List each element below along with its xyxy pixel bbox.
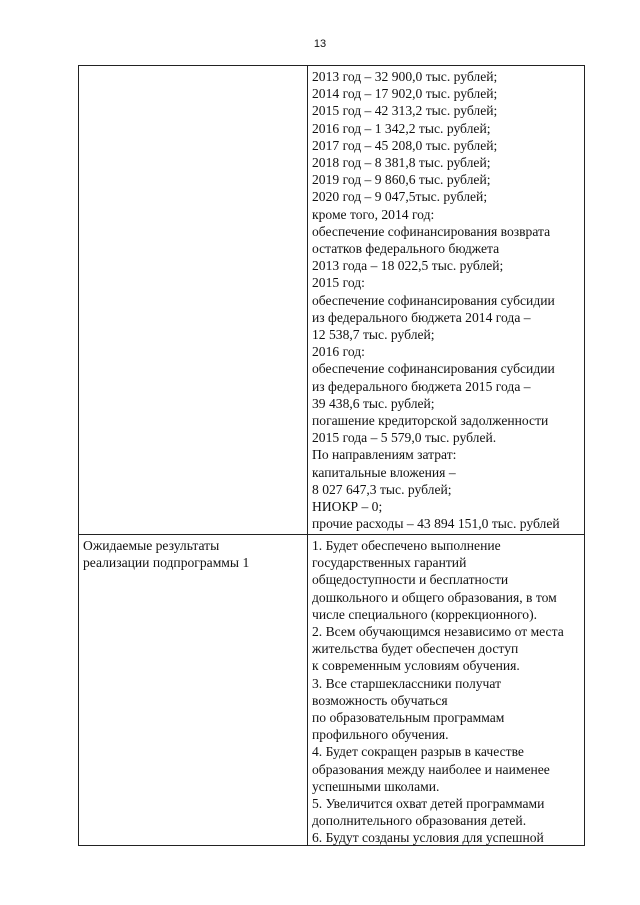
funding-line: 2015 год: <box>312 275 365 291</box>
funding-line: 39 438,6 тыс. рублей; <box>312 395 435 411</box>
result-line: 1. Будет обеспечено выполнение <box>312 538 501 553</box>
result-line: к современным условиям обучения. <box>312 658 520 674</box>
funding-line: 2015 год – 42 313,2 тыс. рублей; <box>312 103 498 119</box>
result-line: 5. Увеличится охват детей программами <box>312 796 545 812</box>
funding-line: капитальные вложения – <box>312 464 456 480</box>
results-cell <box>312 537 584 847</box>
row-divider <box>79 534 584 535</box>
funding-line: 8 027 647,3 тыс. рублей; <box>312 481 452 497</box>
funding-line: обеспечение софинансирования субсидии <box>312 361 555 377</box>
funding-line: из федерального бюджета 2014 года – <box>312 309 531 325</box>
result-line: дошкольного и общего образования, в том <box>312 589 557 605</box>
funding-line: прочие расходы – 43 894 151,0 тыс. рублей <box>312 516 560 532</box>
funding-line: 2016 год: <box>312 344 365 360</box>
column-divider <box>307 66 308 845</box>
result-line: профильного обучения. <box>312 727 449 743</box>
funding-line: По направлениям затрат: <box>312 447 457 463</box>
funding-line: 2013 год – 32 900,0 тыс. рублей; <box>312 69 498 84</box>
result-line: дополнительного образования детей. <box>312 813 527 829</box>
funding-line: обеспечение софинансирования субсидии <box>312 292 555 308</box>
funding-line: погашение кредиторской задолженности <box>312 413 549 429</box>
results-label-line: Ожидаемые результаты <box>83 538 220 553</box>
result-line: числе специального (коррекционного). <box>312 606 538 622</box>
funding-line: 2020 год – 9 047,5тыс. рублей; <box>312 189 488 205</box>
results-label-line: реализации подпрограммы 1 <box>83 555 250 571</box>
result-line: общедоступности и бесплатности <box>312 572 509 588</box>
funding-line: 2014 год – 17 902,0 тыс. рублей; <box>312 86 498 102</box>
result-line: успешными школами. <box>312 778 440 794</box>
result-line: 3. Все старшеклассники получат <box>312 675 502 691</box>
result-line: возможность обучаться <box>312 692 448 708</box>
result-line: образования между наиболее и наименее <box>312 761 550 777</box>
funding-line: 2013 года – 18 022,5 тыс. рублей; <box>312 258 504 274</box>
funding-line: обеспечение софинансирования возврата <box>312 223 551 239</box>
page-number: 13 <box>313 38 327 50</box>
funding-line: кроме того, 2014 год: <box>312 206 435 222</box>
result-line: 2. Всем обучающимся независимо от места <box>312 624 564 640</box>
funding-line: остатков федерального бюджета <box>312 241 500 257</box>
funding-line: 2016 год – 1 342,2 тыс. рублей; <box>312 120 491 136</box>
result-line: по образовательным программам <box>312 710 505 726</box>
program-table <box>78 65 585 846</box>
funding-line: 2019 год – 9 860,6 тыс. рублей; <box>312 172 491 188</box>
funding-line: 2015 года – 5 579,0 тыс. рублей. <box>312 430 497 446</box>
result-line: государственных гарантий <box>312 555 467 571</box>
funding-line: из федерального бюджета 2015 года – <box>312 378 531 394</box>
result-line: жительства будет обеспечен доступ <box>312 641 519 657</box>
result-line: 4. Будет сокращен разрыв в качестве <box>312 744 524 760</box>
result-line: 6. Будут созданы условия для успешной <box>312 830 544 846</box>
funding-line: 2018 год – 8 381,8 тыс. рублей; <box>312 155 491 171</box>
funding-line: 2017 год – 45 208,0 тыс. рублей; <box>312 137 498 153</box>
results-label-cell <box>83 537 303 571</box>
funding-line: НИОКР – 0; <box>312 499 383 515</box>
funding-line: 12 538,7 тыс. рублей; <box>312 327 435 343</box>
funding-cell <box>312 68 584 532</box>
